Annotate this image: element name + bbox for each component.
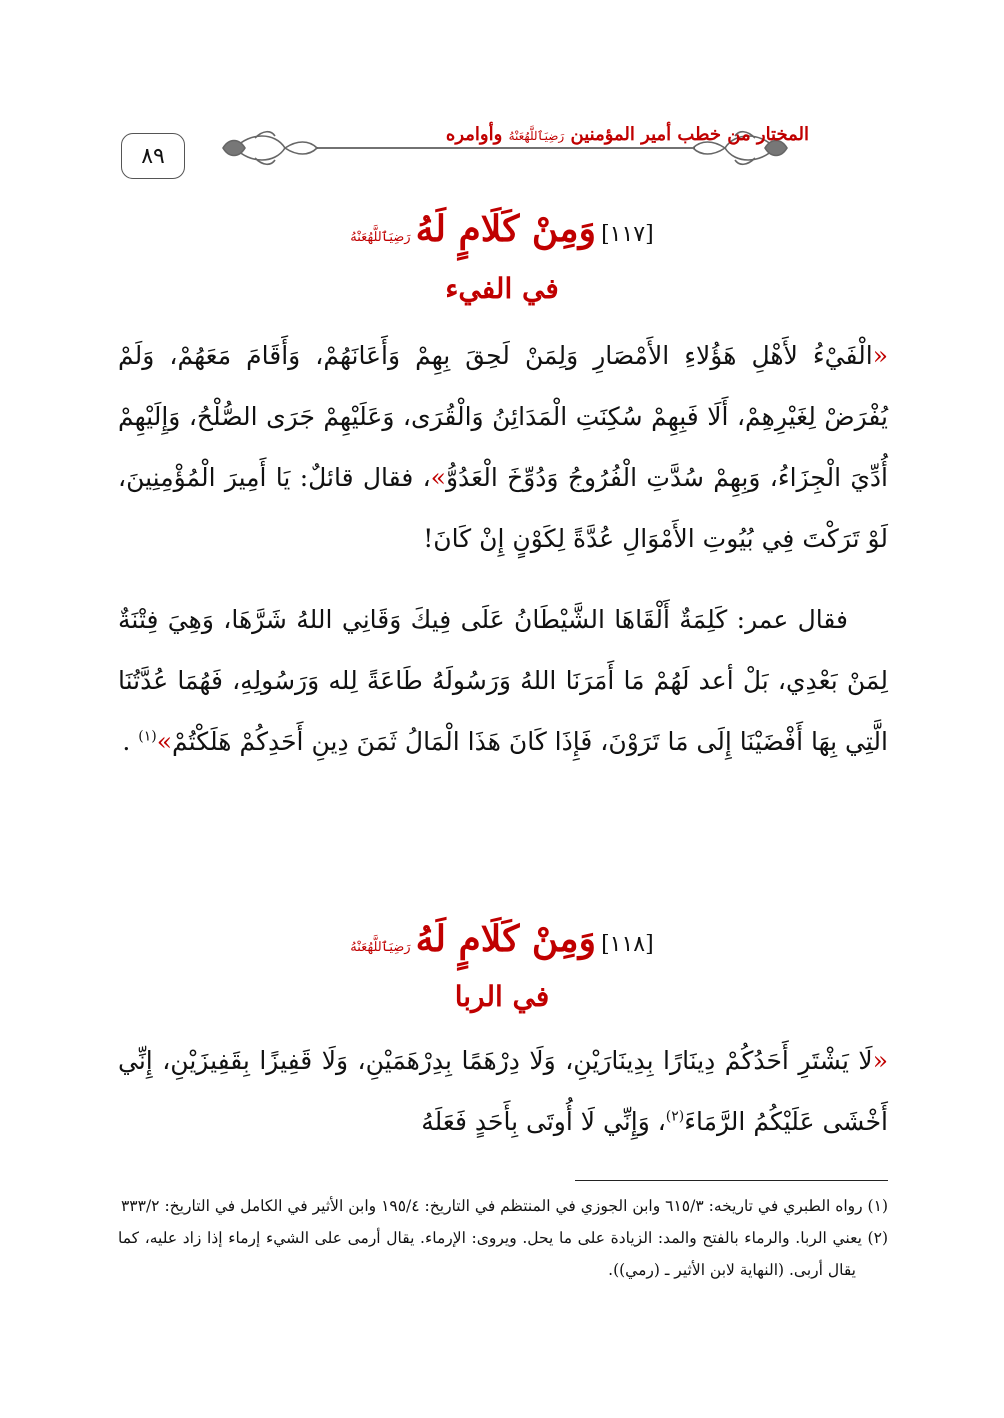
quote-open-mark: « <box>872 341 888 370</box>
passage-118-text-a: لَا يَشْتَرِ أَحَدُكُمْ دِينَارًا بِدِينَارَيْنِ، وَلَا دِرْهَمًا بِدِرْهَمَيْنِ، وَلَا قَفِيزًا بِقَفِيزَيْنِ، إِنِّي أَخْشَى عَلَيْكُمُ الرَّمَاءَ <box>118 1046 888 1136</box>
reply-close-mark: » <box>156 727 173 756</box>
section-118-subtitle: في الربا <box>454 980 550 1013</box>
footnote-1-mark: (١) <box>867 1197 888 1215</box>
passage-118-para <box>118 1030 888 1152</box>
reply-text: كَلِمَةٌ أَلْقَاهَا الشَّيْطَانُ عَلَى فِيكَ وَقَانِي اللهُ شَرَّهَا، وَهِيَ فِتْنَةٌ لِمَنْ بَعْدِي، بَلْ أعد لَهُمْ مَا أَمَرَنَا اللهُ وَرَسُولَهُ طَاعَةً لِله وَرَسُولِهِ، فَهُمَا عُدَّتُنَا الَّتِي بِهَا أَفْضَيْنَا إِلَى مَا تَرَوْنَ، فَإِذَا كَانَ هَذَا الْمَالُ ثَمَنَ دِينِ أَحَدِكُمْ هَلَكْتُمْ <box>118 605 888 756</box>
section-118-heading <box>0 918 1004 960</box>
section-117-heading <box>0 208 1004 250</box>
section-117-title: وَمِنْ كَلَامٍ لَهُ <box>415 208 596 250</box>
footnote-separator <box>575 1180 888 1181</box>
passage-117 <box>118 325 888 772</box>
passage-118-text-b: ، وَإِنِّي لَا أُوتَى بِأَحَدٍ فَعَلَهُ <box>421 1107 666 1136</box>
footnote-1 <box>118 1190 888 1222</box>
quote-open-mark-118: « <box>872 1046 888 1075</box>
passage-118 <box>118 1030 888 1152</box>
running-title-honorific: رَضِيَٱللَّهُعَنْهُ <box>508 129 565 143</box>
footnote-2-mark: (٢) <box>867 1229 888 1247</box>
passage-117-para-2 <box>118 589 888 772</box>
section-117-number: [١١٧] <box>601 222 654 247</box>
footnotes <box>118 1190 888 1286</box>
footnote-ref-2[interactable]: (٢) <box>665 1108 685 1125</box>
footnote-2-text: يعني الربا. والرماء بالفتح والمد: الزيادة على ما يحل. ويروى: الإرماء. يقال أرمى على الشيء إرماء إذا زاد عليه، كما يقال أربى. (النهاية لابن الأثير ـ (رمي)). <box>118 1229 862 1279</box>
end-mark: . <box>122 727 131 756</box>
section-117-subtitle: في الفيء <box>445 272 559 305</box>
footnote-2 <box>118 1222 888 1286</box>
page-number <box>121 133 185 179</box>
page-number-text: ٨٩ <box>141 143 165 169</box>
section-118-number: [١١٨] <box>601 932 654 957</box>
footnote-1-text: رواه الطبري في تاريخه: ٦١٥/٣ وابن الجوزي في المنتظم في التاريخ: ١٩٥/٤ وابن الأثير في الكامل في التاريخ: ٣٣٣/٢ <box>120 1197 863 1215</box>
section-117-honorific: رَضِيَٱللَّهُعَنْهُ <box>350 230 411 245</box>
running-title <box>446 124 809 145</box>
section-118-honorific: رَضِيَٱللَّهُعَنْهُ <box>350 940 411 955</box>
running-title-text: المختار من خطب أمير المؤمنين <box>570 124 809 145</box>
section-118-title: وَمِنْ كَلَامٍ لَهُ <box>415 918 596 960</box>
quote-close-mark: » <box>430 463 446 492</box>
passage-117-para-1 <box>118 325 888 569</box>
reply-intro: فقال عمر: <box>727 605 848 634</box>
passage-117-quote: الْفَيْءُ لأَهْلِ هَؤُلاءِ الأَمْصَارِ وَلِمَنْ لَحِقَ بِهِمْ وَأَعَانَهُمْ، وَأَقَامَ مَعَهُمْ، وَلَمْ يُفْرَضْ لِغَيْرِهِمْ، أَلَا فَبِهِمْ سُكِنَتِ الْمَدَائِنُ وَالْقُرَى، وَعَلَيْهِمْ جَرَى الصُّلْحُ، وَإِلَيْهِمْ أُدِّيَ الْجِزَاءُ، وَبِهِمْ سُدَّتِ الْفُرُوجُ وَدُوِّخَ الْعَدُوُّ <box>118 341 888 492</box>
running-title-end: وأوامره <box>445 124 503 145</box>
passage-117-narration: ، فقال قائلٌ: يَا أَمِيرَ الْمُؤْمِنِينَ، لَوْ تَرَكْتَ فِي بُيُوتِ الأَمْوَالِ عُدَّةً لِكَوْنٍ إِنْ كَانَ! <box>118 463 888 553</box>
footnote-ref-1[interactable]: (١) <box>138 728 157 745</box>
